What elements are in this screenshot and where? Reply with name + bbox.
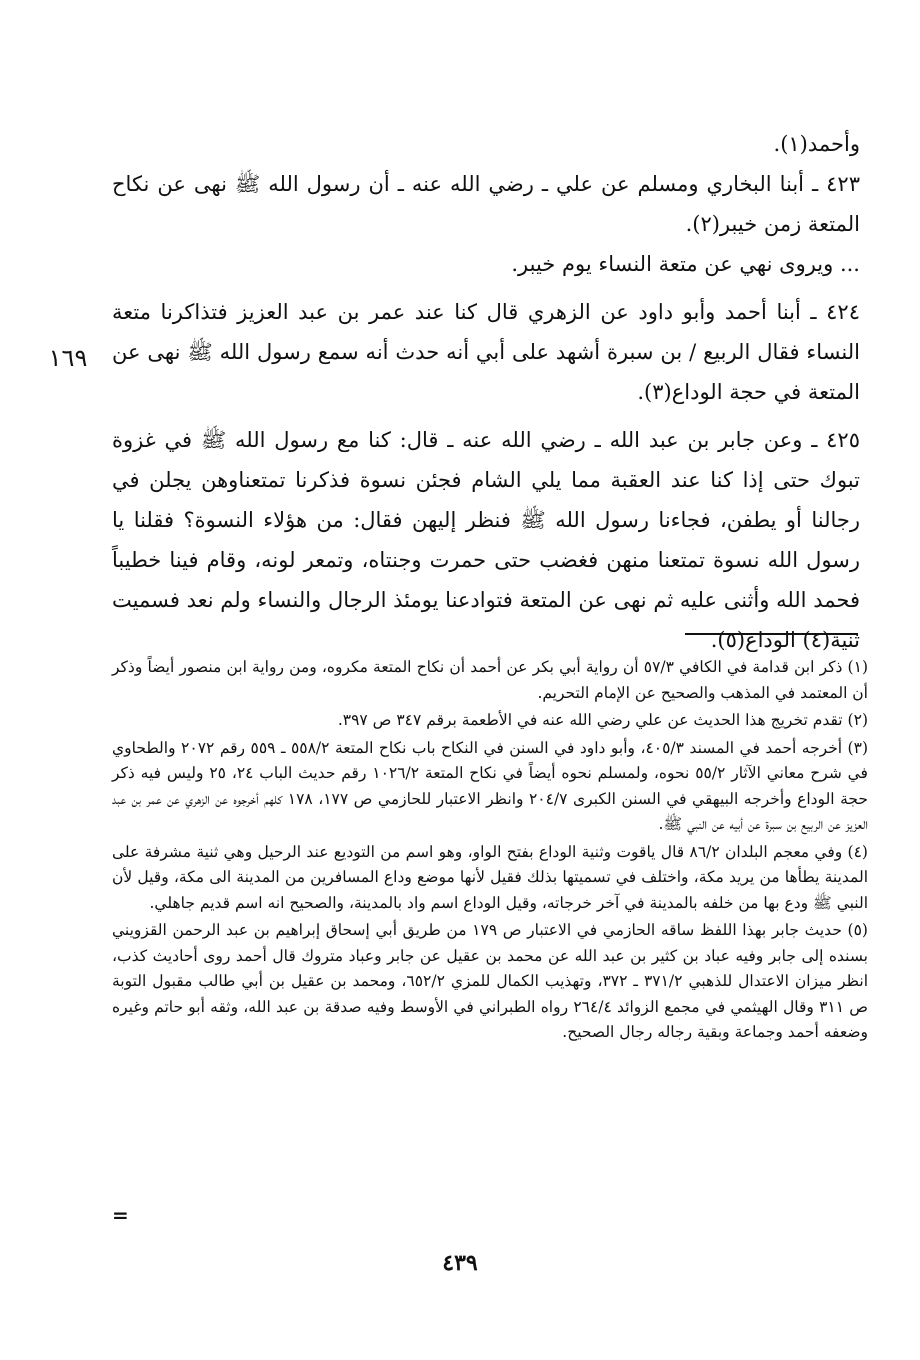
- hadith-425: ٤٢٥ ـ وعن جابر بن عبد الله ـ رضي الله عنه ـ قال: كنا مع رسول الله ﷺ في غزوة تبوك حتى إذا كنا عند العقبة مما يلي الشام فجئن نسوة فذكرنا تمتعناوهن يجلن في رجالنا أو يطفن، فجاءنا رسول الله ﷺ فنظر إليهن فقال: من هؤلاء النسوة؟ فقلنا يا رسول الله نسوة تمتعنا منهن فغضب حتى حمرت وجنتاه، وتمعر لونه، وقام فينا خطيباً فحمد الله وأثنى عليه ثم نهى عن المتعة فتوادعنا يومئذ الرجال والنساء ولم نعد فسميت ثنية(٤) الوداع(٥).: [112, 428, 860, 652]
- hadith-423: ٤٢٣ ـ أبنا البخاري ومسلم عن علي ـ رضي الله عنه ـ أن رسول الله ﷺ نهى عن نكاح المتعة زمن خيبر(٢).: [112, 172, 860, 236]
- footnote-2: (٢) تقدم تخريج هذا الحديث عن علي رضي الله عنه في الأطعمة برقم ٣٤٧ ص ٣٩٧.: [337, 711, 868, 729]
- footnote-1: (١) ذكر ابن قدامة في الكافي ٥٧/٣ أن رواية أبي بكر عن أحمد أن نكاح المتعة مكروه، ومن رواية ابن منصور أيضاً وذكر أن المعتمد في المذهب والصحيح عن الإمام التحريم.: [112, 658, 868, 702]
- footnote-divider: [685, 633, 858, 635]
- page-number: ٤٣٩: [442, 1250, 478, 1276]
- footnote-3: (٣) أخرجه أحمد في المسند ٤٠٥/٣، وأبو داود في السنن في النكاح باب نكاح المتعة ٥٥٨/٢ ـ ٥٥٩ رقم ٢٠٧٢ والطحاوي في شرح معاني الآثار ٥٥/٢ نحوه، ولمسلم نحوه أيضاً في نكاح المتعة ١٠٢٦/٢ رقم حديث الباب ٢٤، ٢٥ وليس فيه ذكر حجة الوداع وأخرجه البيهقي في السنن الكبرى ٢٠٤/٧ وانظر الاعتبار للحازمي ص ١٧٧، ١٧٨ كلهم أخرجوه عن الزهري عن عمر بن عبد العزيز عن الربيع بن سبرة عن أبيه عن النبي ﷺ.: [112, 738, 868, 833]
- footnote-4: (٤) وفي معجم البلدان ٨٦/٢ قال ياقوت وثنية الوداع بفتح الواو، وهو اسم من التوديع عند الرحيل وهي ثنية مشرفة على المدينة يطأها من يريد مكة، واختلف في تسميتها بذلك فقيل لأنها موضع وداع المسافرين من المدينة الى مكة، وقيل لأن النبي ﷺ ودع بها من خلفه بالمدينة في آخر خرجاته، وقيل الوداع اسم واد بالمدينة، والصحيح انه اسم قديم جاهلي.: [112, 842, 868, 912]
- footnote-5: (٥) حديث جابر بهذا اللفظ ساقه الحازمي في الاعتبار ص ١٧٩ من طريق أبي إسحاق إبراهيم بن عبد الرحمن القزويني بسنده إلى جابر وفيه عباد بن كثير بن عبد الله عن محمد بن عقيل عن جابر وعباد متروك قال أحمد روى أحاديث كذب، انظر ميزان الاعتدال للذهبي ٣٧١/٢ ـ ٣٧٢، وتهذيب الكمال للمزي ٦٥٢/٢، ومحمد بن عقيل بن أبي طالب مقبول التوبة ص ٣١١ وقال الهيثمي في مجمع الزوائد ٢٦٤/٤ رواه الطبراني في الأوسط وفيه صدقة بن عبد الله، وثقه أبو حاتم وغيره وضعفه أحمد وجماعة وبقية رجاله رجال الصحيح.: [112, 921, 869, 1041]
- hadith-423-note: ... ويروى نهي عن متعة النساء يوم خيبر.: [511, 252, 860, 276]
- margin-page-number: ١٦٩: [48, 344, 88, 372]
- hadith-424: ٤٢٤ ـ أبنا أحمد وأبو داود عن الزهري قال كنا عند عمر بن عبد العزيز فتذاكرنا متعة النساء فقال الربيع / بن سبرة أشهد على أبي أنه حدث أنه سمع رسول الله ﷺ نهى عن المتعة في حجة الوداع(٣).: [112, 300, 860, 404]
- footnotes: [112, 655, 868, 1048]
- paragraph-continuation: وأحمد(١).: [773, 132, 860, 156]
- main-text: [112, 124, 860, 668]
- continuation-mark: =: [112, 1203, 129, 1227]
